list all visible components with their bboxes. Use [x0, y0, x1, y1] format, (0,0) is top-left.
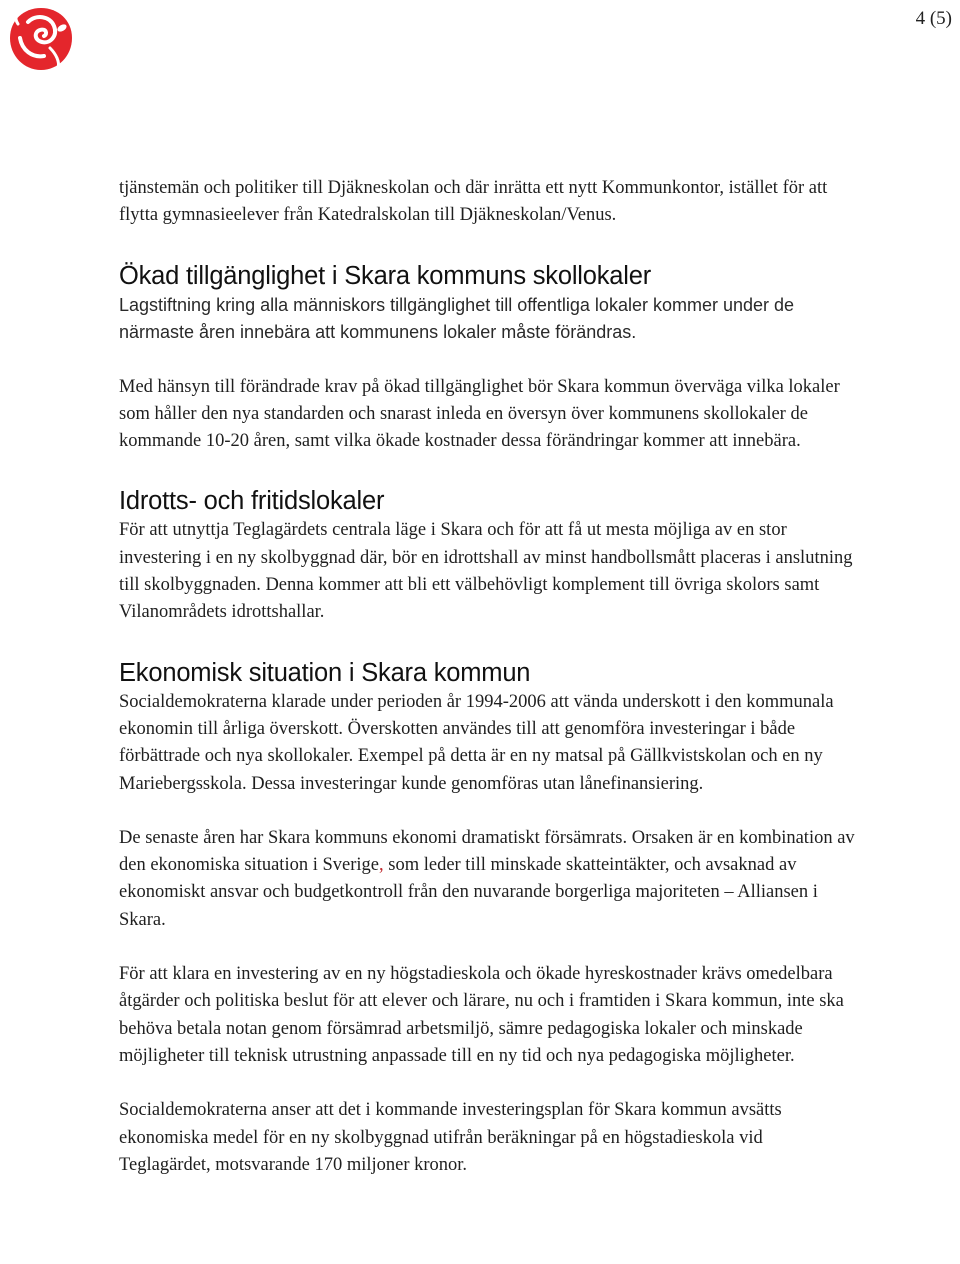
section-heading-tillganglighet: Ökad tillgänglighet i Skara kommuns skollokaler	[119, 261, 652, 290]
document-body	[119, 175, 855, 1179]
section-paragraph: Socialdemokraterna anser att det i kommande investeringsplan för Skara kommun avsätts ekonomiska medel för en ny skolbyggnad utifrån beräkningar på en högstadieskola vid Teglagärdet, motsvarande 170 miljoner kronor.	[119, 1100, 782, 1175]
section-heading-idrott: Idrotts- och fritidslokaler	[119, 487, 385, 516]
section-heading-ekonomi: Ekonomisk situation i Skara kommun	[119, 658, 531, 687]
section-paragraph: Socialdemokraterna klarade under perioden år 1994-2006 att vända underskott i den kommunala ekonomin till årliga överskott. Överskotten användes till att genomföra investeringar i både förbättrade och nya skollokaler. Exempel på detta är en ny matsal på Gällkvistskolan och en ny Mariebergsskola. Dessa investeringar kunde genomföras utan lånefinansiering.	[119, 691, 834, 794]
section-paragraph	[119, 825, 855, 934]
section-paragraph: För att klara en investering av en ny högstadieskola och ökade hyreskostnader krävs omedelbara åtgärder och politiska beslut för att elever och lärare, nu och i framtiden i Skara kommun, inte ska behöva betala notan genom försämrad arbetsmiljö, sämre pedagogiska lokaler och minskade möjligheter till teknisk utrustning anpassade till en ny tid och nya pedagogiska möjligheter.	[119, 964, 844, 1066]
intro-paragraph: tjänstemän och politiker till Djäkneskolan och där inrätta ett nytt Kommunkontor, istället för att flytta gymnasieelever från Katedralskolan till Djäkneskolan/Venus.	[119, 178, 828, 226]
section-paragraph: För att utnyttja Teglagärdets centrala läge i Skara och för att få ut mesta möjliga av en stor investering i en ny skolbyggnad där, bör en idrottshall av minst handbollsmått placeras i anslutning till skolbyggnaden. Denna kommer att bli ett välbehövligt komplement till övriga skolors samt Vilanområdets idrottshallar.	[119, 520, 853, 623]
paragraph-text: De senaste åren har Skara kommuns ekonomi dramatiskt försämrats. Orsaken är en kombination av den ekonomiska situation i Sverige	[119, 827, 855, 876]
section-paragraph: Med hänsyn till förändrade krav på ökad tillgänglighet bör Skara kommun överväga vilka lokaler som håller den nya standarden och snarast inleda en översyn över kommunens skollokaler de kommande 10-20 åren, samt vilka ökade kostnader dessa förändringar kommer att innebära.	[119, 376, 840, 452]
highlighted-comma: ,	[379, 855, 384, 876]
page-number: 4 (5)	[915, 8, 952, 29]
section-paragraph: Lagstiftning kring alla människors tillgänglighet till offentliga lokaler kommer under de närmaste åren innebära att kommunens lokaler måste förändras.	[119, 294, 795, 343]
red-rose-icon	[6, 4, 76, 74]
paragraph-text: som leder till minskade skatteintäkter, och avsaknad av ekonomiskt ansvar och budgetkontroll från den nuvarande borgerliga majoriteten – Alliansen i Skara.	[119, 855, 818, 930]
